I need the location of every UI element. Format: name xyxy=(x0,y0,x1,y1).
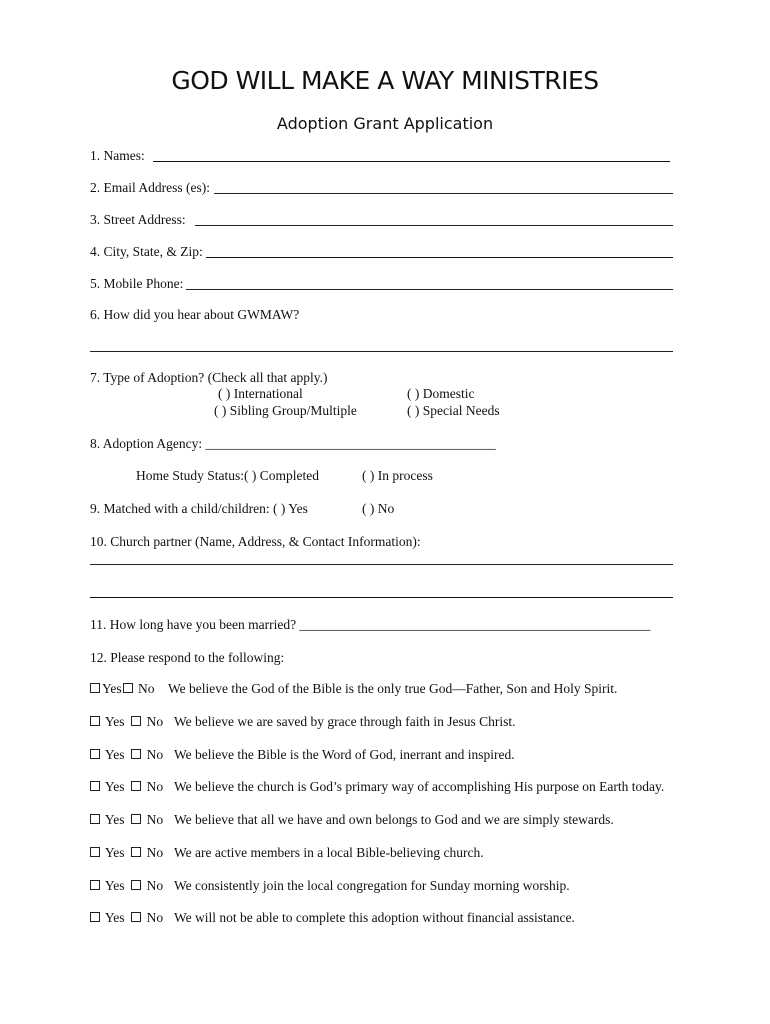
home-study-in-process[interactable]: ( ) In process xyxy=(362,468,433,483)
city-label: 4. City, State, & Zip: xyxy=(90,244,203,259)
option-international[interactable]: ( ) International xyxy=(218,386,303,401)
names-field[interactable] xyxy=(153,161,670,162)
city-field[interactable] xyxy=(206,257,673,258)
yes-checkbox[interactable] xyxy=(90,716,100,726)
street-field[interactable] xyxy=(195,225,673,226)
yes-no-choice[interactable]: Yes No xyxy=(90,714,163,730)
option-special-needs[interactable]: ( ) Special Needs xyxy=(407,403,500,418)
no-checkbox[interactable] xyxy=(131,749,141,759)
names-label: 1. Names: xyxy=(90,148,145,163)
heard-field[interactable] xyxy=(90,351,673,352)
statement-text: We consistently join the local congregation for Sunday morning worship. xyxy=(174,878,570,893)
yes-no-choice[interactable]: Yes No xyxy=(90,910,163,926)
no-checkbox[interactable] xyxy=(131,781,141,791)
matched-yes[interactable]: 9. Matched with a child/children: ( ) Yes xyxy=(90,501,308,516)
no-checkbox[interactable] xyxy=(131,880,141,890)
yes-no-choice[interactable]: Yes No xyxy=(90,845,163,861)
option-sibling-group[interactable]: ( ) Sibling Group/Multiple xyxy=(214,403,357,418)
yes-checkbox[interactable] xyxy=(90,880,100,890)
church-field-line-1[interactable] xyxy=(90,564,673,565)
home-study-completed[interactable]: Home Study Status:( ) Completed xyxy=(136,468,319,483)
statement-text: We believe we are saved by grace through faith in Jesus Christ. xyxy=(174,714,516,729)
email-label: 2. Email Address (es): xyxy=(90,180,210,195)
married-field[interactable]: 11. How long have you been married? ____________________________________________________ xyxy=(90,617,651,632)
yes-checkbox[interactable] xyxy=(90,749,100,759)
email-field[interactable] xyxy=(214,193,673,194)
yes-no-choice[interactable]: Yes No xyxy=(90,878,163,894)
statement-text: We believe that all we have and own belongs to God and we are simply stewards. xyxy=(174,812,614,827)
church-field-line-2[interactable] xyxy=(90,597,673,598)
statement-text: We believe the church is God’s primary way of accomplishing His purpose on Earth today. xyxy=(174,779,665,794)
no-checkbox[interactable] xyxy=(131,847,141,857)
no-checkbox[interactable] xyxy=(131,814,141,824)
street-label: 3. Street Address: xyxy=(90,212,186,227)
option-domestic[interactable]: ( ) Domestic xyxy=(407,386,475,401)
yes-checkbox[interactable] xyxy=(90,847,100,857)
yes-checkbox[interactable] xyxy=(90,683,100,693)
no-checkbox[interactable] xyxy=(123,683,133,693)
no-checkbox[interactable] xyxy=(131,716,141,726)
yes-no-choice[interactable]: Yes No xyxy=(90,779,163,795)
respond-label: 12. Please respond to the following: xyxy=(90,650,285,665)
agency-field[interactable]: 8. Adoption Agency: ___________________________________________ xyxy=(90,436,496,451)
statement-text: We will not be able to complete this adoption without financial assistance. xyxy=(174,910,575,925)
yes-no-choice[interactable]: Yes No xyxy=(90,812,163,828)
yes-no-choice[interactable]: Yes No xyxy=(90,681,155,697)
statement-text: We believe the God of the Bible is the only true God—Father, Son and Holy Spirit. xyxy=(168,681,618,696)
heard-label: 6. How did you hear about GWMAW? xyxy=(90,307,300,322)
mobile-label: 5. Mobile Phone: xyxy=(90,276,184,291)
yes-checkbox[interactable] xyxy=(90,912,100,922)
statement-text: We believe the Bible is the Word of God, inerrant and inspired. xyxy=(174,747,515,762)
no-checkbox[interactable] xyxy=(131,912,141,922)
church-label: 10. Church partner (Name, Address, & Contact Information): xyxy=(90,534,421,549)
yes-no-choice[interactable]: Yes No xyxy=(90,747,163,763)
yes-checkbox[interactable] xyxy=(90,814,100,824)
mobile-field[interactable] xyxy=(186,289,673,290)
page-title: GOD WILL MAKE A WAY MINISTRIES xyxy=(171,66,599,95)
statement-text: We are active members in a local Bible-believing church. xyxy=(174,845,484,860)
adoption-type-label: 7. Type of Adoption? (Check all that apply.) xyxy=(90,370,328,385)
matched-no[interactable]: ( ) No xyxy=(362,501,395,516)
yes-checkbox[interactable] xyxy=(90,781,100,791)
form-subtitle: Adoption Grant Application xyxy=(276,114,494,133)
